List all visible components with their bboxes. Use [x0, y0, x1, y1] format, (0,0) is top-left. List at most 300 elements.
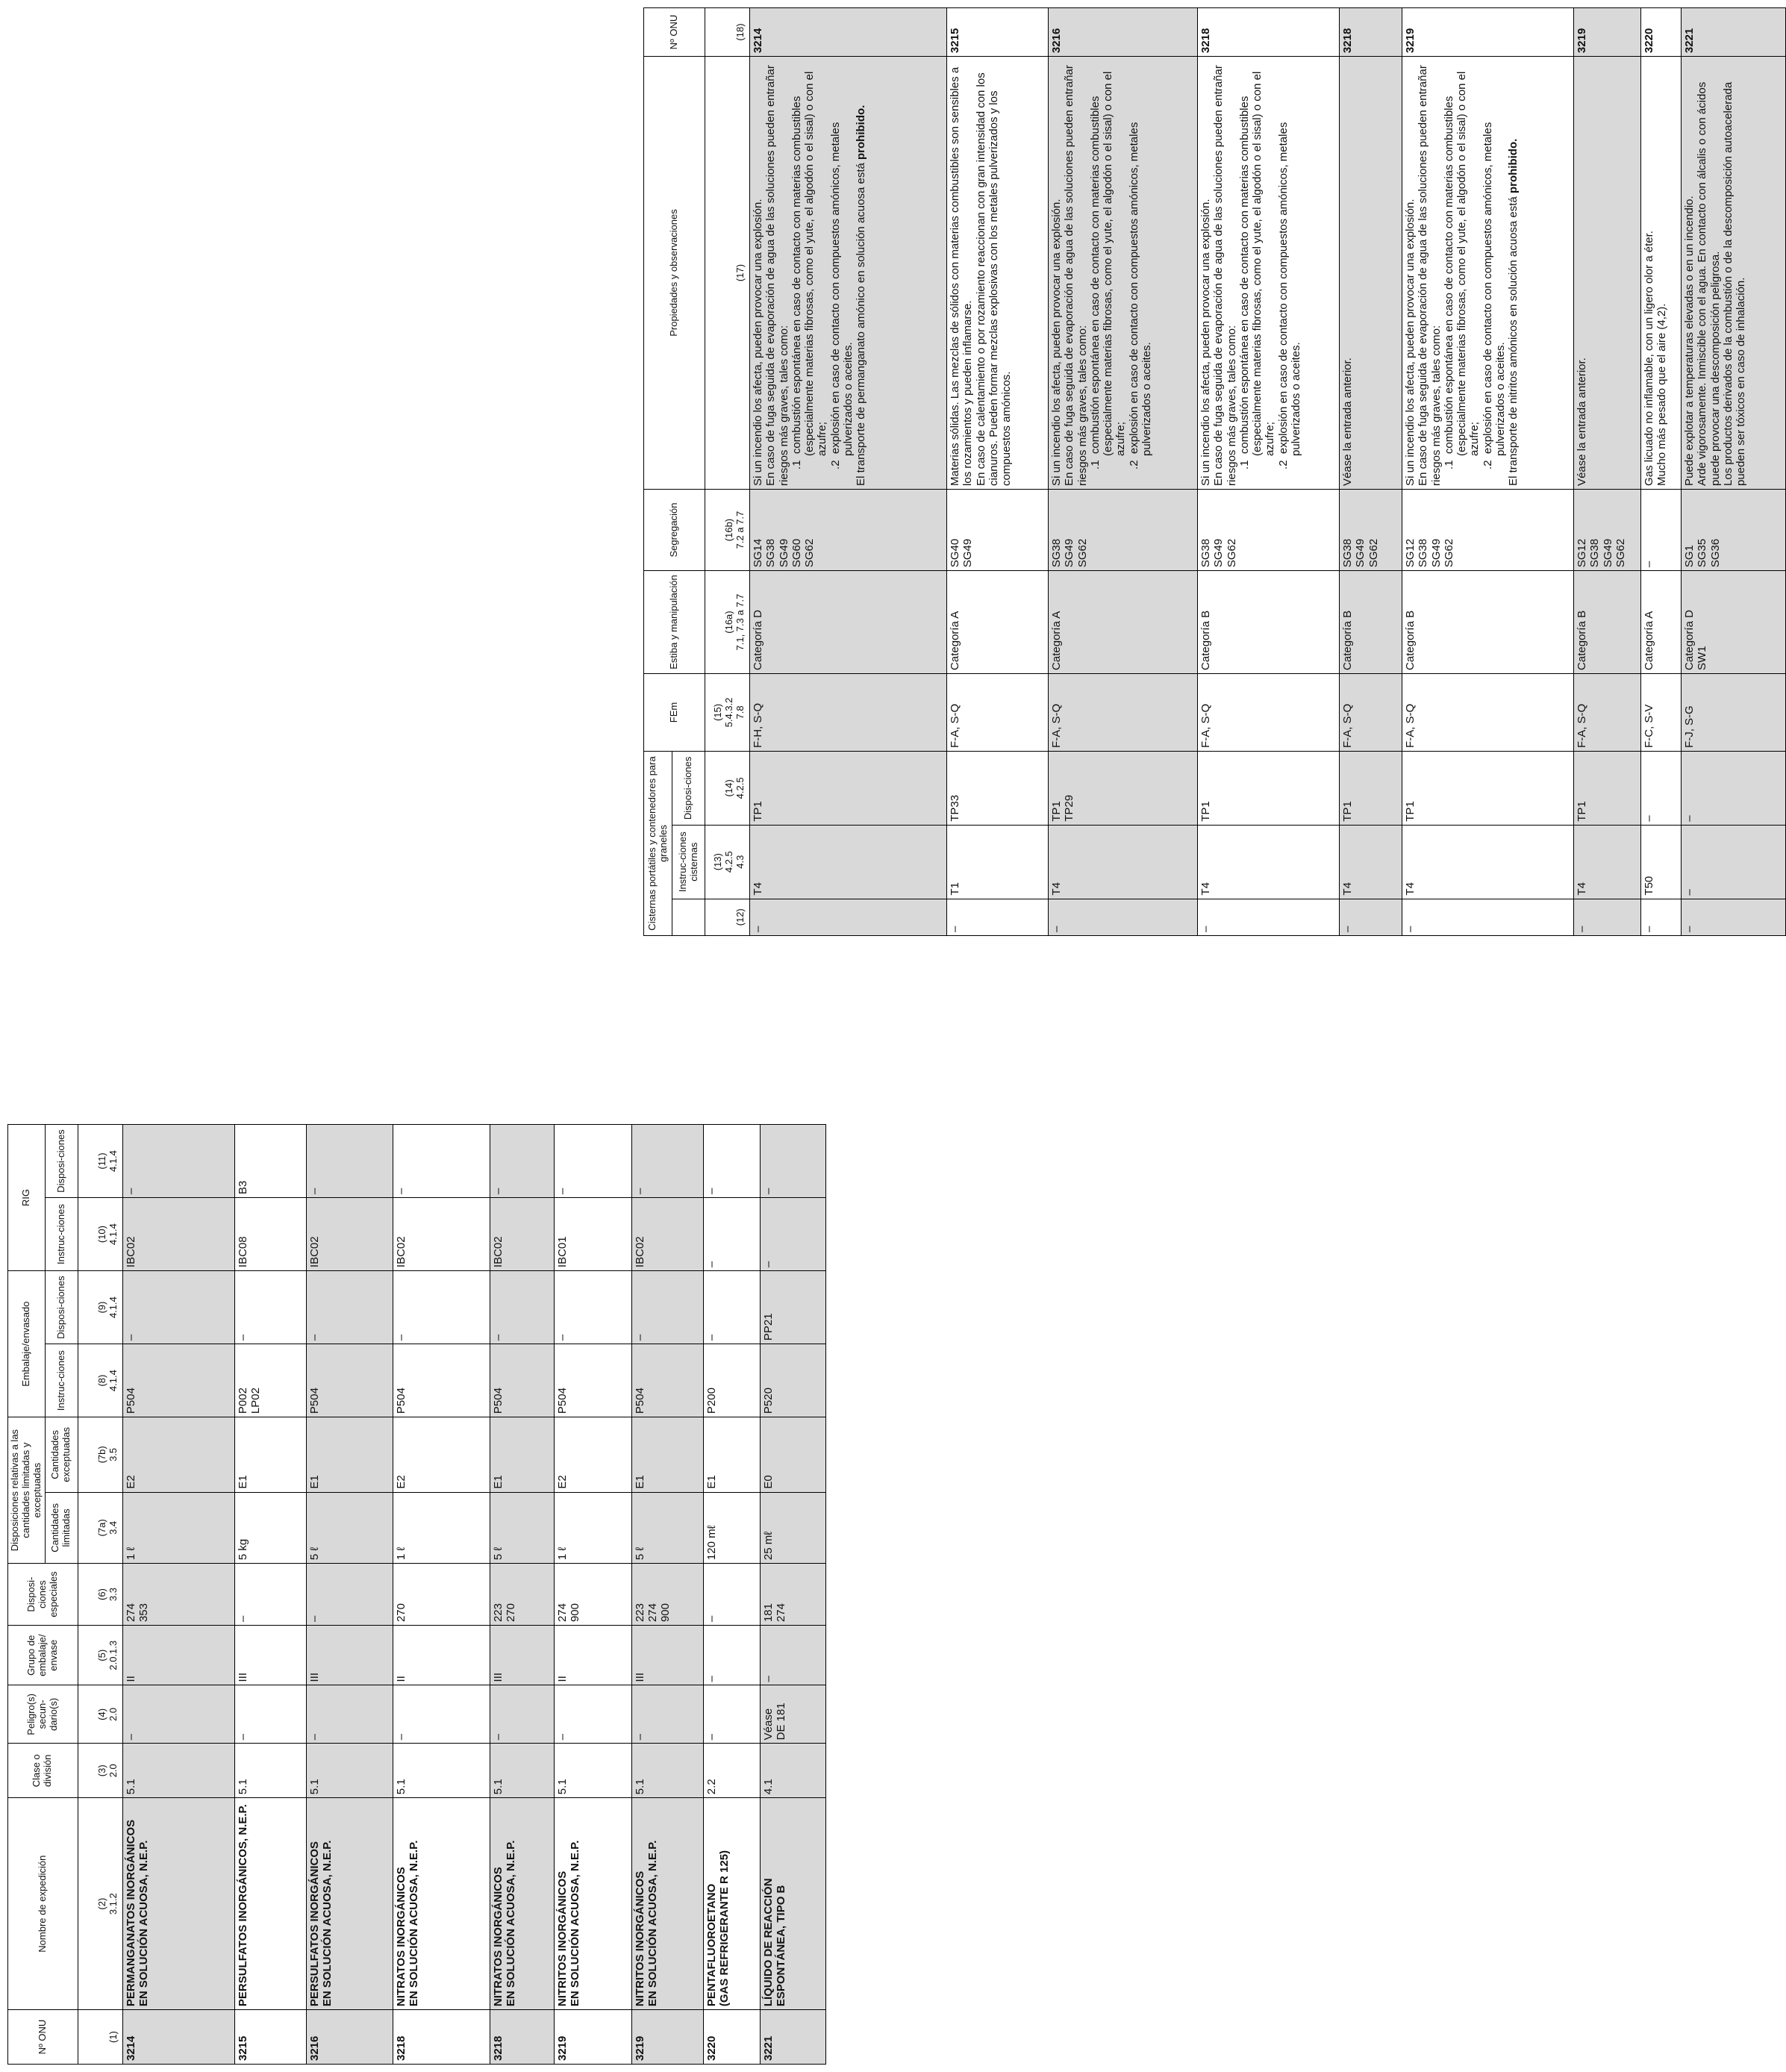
cell-tank-instr: T4 — [750, 825, 947, 899]
cell-limited-qty: 5 ℓ — [631, 1492, 703, 1563]
header-ibc-group: RIG — [8, 1125, 46, 1271]
cell-col12: – — [1574, 899, 1641, 935]
cell-packing-instr: P504 — [554, 1344, 631, 1417]
table-row — [1340, 8, 1402, 936]
property-line — [1443, 60, 1481, 486]
cell-properties — [1198, 57, 1340, 490]
cell-un-number: 3221 — [760, 2010, 825, 2065]
property-text: En caso de fuga seguida de evaporación de agua de las soluciones pueden entrañar riesgos más graves, tales como: — [1063, 62, 1089, 486]
cell-packing-prov: – — [122, 1271, 234, 1344]
cell-special-provisions: – — [234, 1564, 306, 1626]
header-ibc-provisions: Disposi-ciones — [45, 1125, 78, 1198]
cell-col12: – — [1198, 899, 1340, 935]
cell-subsidiary-hazard: – — [306, 1685, 393, 1744]
cell-shipping-name: NITRATOS INORGÁNICOS EN SOLUCIÓN ACUOSA, N.E.P. — [490, 1798, 554, 2010]
dangerous-goods-table-right — [643, 7, 1786, 936]
property-text: .1 combustión espontánea en caso de contacto con materias combustibles (especialmente materias fibrosas, como el yute, el algodón o el sisal) o con el azufre; — [790, 68, 829, 469]
cell-class: 5.1 — [393, 1744, 490, 1798]
left-table-page — [7, 1124, 788, 2065]
cell-subsidiary-hazard: – — [703, 1685, 760, 1744]
cell-segregation: SG14 SG38 SG49 SG60 SG62 — [750, 489, 947, 570]
cell-special-provisions: 274 353 — [122, 1564, 234, 1626]
column-number-2: (2) 3.1.2 — [78, 1798, 122, 2010]
cell-ibc-instr: – — [760, 1198, 825, 1271]
cell-ems: F-A, S-Q — [1049, 673, 1198, 751]
cell-special-provisions: 274 900 — [554, 1564, 631, 1626]
cell-segregation: SG1 SG35 SG36 — [1682, 489, 1786, 570]
header-ems: FEm — [644, 673, 705, 751]
column-number-9: (8) 4.1.4 — [78, 1344, 122, 1417]
cell-excepted-qty: E0 — [760, 1417, 825, 1493]
property-line — [1683, 60, 1696, 486]
cell-limited-qty: 5 kg — [234, 1492, 306, 1563]
cell-packing-group: II — [554, 1626, 631, 1685]
column-number-r6: (16b) 7.2 a 7.7 — [705, 489, 750, 570]
cell-tank-instr: T50 — [1641, 825, 1682, 899]
header-stowage: Estiba y manipulación — [644, 571, 705, 674]
cell-limited-qty: 1 ℓ — [122, 1492, 234, 1563]
cell-ems: F-H, S-Q — [750, 673, 947, 751]
property-line — [1481, 60, 1508, 486]
cell-excepted-qty: E1 — [703, 1417, 760, 1493]
cell-class: 5.1 — [490, 1744, 554, 1798]
property-text: .2 explosión en caso de contacto con compuestos amónicos, metales pulverizados o aceites. — [1127, 119, 1153, 469]
header-un-number-right: Nº ONU — [644, 8, 705, 57]
cell-un-number: 3215 — [947, 8, 1049, 57]
cell-subsidiary-hazard: – — [393, 1685, 490, 1744]
column-number-row — [78, 1125, 122, 2065]
cell-segregation: SG38 SG49 SG62 — [1198, 489, 1340, 570]
cell-excepted-qty: E1 — [490, 1417, 554, 1493]
property-line — [1507, 60, 1520, 486]
cell-special-provisions: 223 274 900 — [631, 1564, 703, 1626]
cell-packing-prov: PP21 — [760, 1271, 825, 1344]
header-packing-group-block: Embalaje/envasado — [8, 1271, 46, 1417]
property-line — [752, 60, 764, 486]
property-text: Los productos derivados de la combustión o de la descomposición autoacelerada pueden ser tóxicos en caso de inhalación. — [1721, 78, 1747, 486]
table-row — [554, 1125, 631, 2065]
property-line — [1277, 60, 1303, 486]
cell-tank-prov: – — [1682, 751, 1786, 825]
cell-ems: F-J, S-G — [1682, 673, 1786, 751]
cell-limited-qty: 1 ℓ — [554, 1492, 631, 1563]
cell-stowage: Categoría B — [1402, 571, 1574, 674]
cell-tank-prov: TP1 — [1198, 751, 1340, 825]
property-line — [1238, 60, 1277, 486]
cell-properties — [1340, 57, 1402, 490]
column-number-12: (11) 4.1.4 — [78, 1125, 122, 1198]
column-number-row-right — [705, 8, 750, 936]
cell-tank-prov: TP1 — [1340, 751, 1402, 825]
property-text: Si un incendio los afecta, pueden provocar una explosión. — [1199, 199, 1212, 486]
cell-stowage: Categoría D — [750, 571, 947, 674]
table-row — [1641, 8, 1682, 936]
cell-ibc-prov: – — [490, 1125, 554, 1198]
property-text: .1 combustión espontánea en caso de contacto con materias combustibles (especialmente materias fibrosas, como el yute, el algodón o el sisal) o con el azufre; — [1237, 68, 1277, 469]
cell-subsidiary-hazard: – — [554, 1685, 631, 1744]
cell-special-provisions: – — [306, 1564, 393, 1626]
property-text: En caso de calentamiento o por rozamiento reaccionan con gran intensidad con los cianuros. Pueden formar mezclas explosivas con los metales pulverizados y los compuestos amónicos. — [974, 69, 1013, 486]
column-number-3: (3) 2.0 — [78, 1744, 122, 1798]
cell-ems: F-A, S-Q — [947, 673, 1049, 751]
property-text: .2 explosión en caso de contacto con compuestos amónicos, metales pulverizados o aceites. — [828, 119, 855, 469]
cell-segregation: SG38 SG49 SG62 — [1049, 489, 1198, 570]
cell-col12: – — [750, 899, 947, 935]
property-text: .2 explosión en caso de contacto con compuestos amónicos, metales pulverizados o aceites. — [1481, 119, 1507, 469]
cell-ibc-instr: IBC02 — [393, 1198, 490, 1271]
cell-tank-instr: T1 — [947, 825, 1049, 899]
cell-subsidiary-hazard: – — [234, 1685, 306, 1744]
cell-un-number: 3218 — [490, 2010, 554, 2065]
column-number-11: (10) 4.1.4 — [78, 1198, 122, 1271]
property-text: El transporte de nitritos amónicos en solución acuosa está — [1507, 196, 1520, 486]
column-number-4: (4) 2.0 — [78, 1685, 122, 1744]
table-row — [947, 8, 1049, 936]
cell-ibc-prov: – — [393, 1125, 490, 1198]
cell-stowage: Categoría D SW1 — [1682, 571, 1786, 674]
cell-properties — [1682, 57, 1786, 490]
cell-excepted-qty: E2 — [393, 1417, 490, 1493]
right-table-page — [643, 7, 1747, 936]
cell-tank-instr: T4 — [1402, 825, 1574, 899]
cell-ems: F-A, S-Q — [1574, 673, 1641, 751]
header-packing-group: Grupo de embalaje/ envase — [8, 1626, 78, 1685]
cell-ems: F-A, S-Q — [1198, 673, 1340, 751]
cell-un-number: 3220 — [703, 2010, 760, 2065]
cell-shipping-name: PERSULFATOS INORGÁNICOS EN SOLUCIÓN ACUOSA, N.E.P. — [306, 1798, 393, 2010]
cell-class: 5.1 — [554, 1744, 631, 1798]
property-line — [1128, 60, 1154, 486]
cell-class: 5.1 — [122, 1744, 234, 1798]
column-number-r8: (18) — [705, 8, 750, 57]
property-line — [1417, 60, 1443, 486]
cell-packing-instr: P200 — [703, 1344, 760, 1417]
cell-ibc-prov: – — [554, 1125, 631, 1198]
cell-un-number: 3218 — [393, 2010, 490, 2065]
cell-excepted-qty: E2 — [554, 1417, 631, 1493]
cell-excepted-qty: E1 — [234, 1417, 306, 1493]
property-text: Mucho más pesado que el aire (4,2). — [1655, 303, 1669, 486]
table-row — [1574, 8, 1641, 936]
cell-un-number: 3221 — [1682, 8, 1786, 57]
table-row — [234, 1125, 306, 2065]
property-line — [975, 60, 1014, 486]
cell-un-number: 3215 — [234, 2010, 306, 2065]
cell-special-provisions: 223 270 — [490, 1564, 554, 1626]
header-col12-blank — [672, 899, 705, 935]
column-number-r7: (17) — [705, 57, 750, 490]
cell-packing-group: II — [122, 1626, 234, 1685]
property-text: .1 combustión espontánea en caso de contacto con materias combustibles (especialmente materias fibrosas, como el yute, el algodón o el sisal) o con el azufre; — [1442, 68, 1481, 469]
cell-un-number: 3220 — [1641, 8, 1682, 57]
property-text: En caso de fuga seguida de evaporación de agua de las soluciones pueden entrañar riesgos más graves, tales como: — [764, 62, 790, 486]
property-text: Véase la entrada anterior. — [1341, 358, 1354, 486]
column-number-r2: (13) 4.2.5 4.3 — [705, 825, 750, 899]
cell-packing-group: III — [631, 1626, 703, 1685]
cell-un-number: 3218 — [1198, 8, 1340, 57]
table-row — [122, 1125, 234, 2065]
cell-tank-instr: – — [1682, 825, 1786, 899]
header-limited-quantities-group: Disposiciones relativas a las cantidades limitadas y exceptuadas — [8, 1417, 46, 1564]
property-line — [1655, 60, 1668, 486]
cell-packing-group: III — [490, 1626, 554, 1685]
cell-subsidiary-hazard: – — [490, 1685, 554, 1744]
cell-subsidiary-hazard: – — [122, 1685, 234, 1744]
property-line — [1341, 60, 1354, 486]
cell-packing-prov: – — [554, 1271, 631, 1344]
cell-un-number: 3216 — [306, 2010, 393, 2065]
cell-ibc-instr: IBC02 — [122, 1198, 234, 1271]
cell-properties — [947, 57, 1049, 490]
cell-properties — [750, 57, 947, 490]
header-excepted: Cantidades exceptuadas — [45, 1417, 78, 1493]
property-text: En caso de fuga seguida de evaporación de agua de las soluciones pueden entrañar riesgos más graves, tales como: — [1212, 62, 1238, 486]
cell-tank-prov: – — [1641, 751, 1682, 825]
property-text: En caso de fuga seguida de evaporación de agua de las soluciones pueden entrañar riesgos más graves, tales como: — [1417, 62, 1443, 486]
cell-col12: – — [1641, 899, 1682, 935]
header-packing-provisions: Disposi-ciones — [45, 1271, 78, 1344]
property-emphasis: prohibido. — [855, 104, 867, 160]
cell-un-number: 3219 — [1402, 8, 1574, 57]
cell-stowage: Categoría B — [1574, 571, 1641, 674]
cell-packing-instr: P504 — [306, 1344, 393, 1417]
header-subsidiary-hazard: Peligro(s) secun-dario(s) — [8, 1685, 78, 1744]
property-line — [1404, 60, 1417, 486]
property-line — [949, 60, 975, 486]
property-line — [829, 60, 855, 486]
header-tank-group: Cisternas portátiles y contenedores para graneles — [644, 751, 672, 935]
cell-subsidiary-hazard: – — [631, 1685, 703, 1744]
cell-shipping-name: NITRATOS INORGÁNICOS EN SOLUCIÓN ACUOSA, N.E.P. — [393, 1798, 490, 2010]
cell-class: 5.1 — [234, 1744, 306, 1798]
cell-ibc-prov: B3 — [234, 1125, 306, 1198]
property-text: Materias sólidas. Las mezclas de sólidos con materias combustibles son sensibles a los rozamientos y pueden inflamarse. — [949, 63, 975, 486]
cell-class: 5.1 — [631, 1744, 703, 1798]
cell-ibc-instr: IBC02 — [490, 1198, 554, 1271]
cell-packing-instr: P002 LP02 — [234, 1344, 306, 1417]
column-number-10: (9) 4.1.4 — [78, 1271, 122, 1344]
cell-class: 2.2 — [703, 1744, 760, 1798]
cell-tank-instr: T4 — [1340, 825, 1402, 899]
cell-ibc-prov: – — [122, 1125, 234, 1198]
header-special-provisions: Disposi-ciones especiales — [8, 1564, 78, 1626]
cell-shipping-name: PENTAFLUOROETANO (GAS REFRIGERANTE R 125) — [703, 1798, 760, 2010]
cell-tank-instr: T4 — [1574, 825, 1641, 899]
property-text: Arde vigorosamente. Inmiscible con el agua. En contacto con álcalis o con ácidos puede provocar una descomposición peligrosa. — [1696, 78, 1722, 486]
property-line — [1643, 60, 1655, 486]
cell-properties — [1574, 57, 1641, 490]
column-number-7: (7a) 3.4 — [78, 1492, 122, 1563]
header-properties: Propiedades y observaciones — [644, 57, 705, 490]
cell-special-provisions: 270 — [393, 1564, 490, 1626]
cell-un-number: 3219 — [554, 2010, 631, 2065]
cell-ibc-prov: – — [703, 1125, 760, 1198]
table-row — [750, 8, 947, 936]
property-line — [1696, 60, 1722, 486]
cell-ibc-instr: – — [703, 1198, 760, 1271]
property-text: Gas licuado no inflamable, con un ligero olor a éter. — [1643, 231, 1655, 486]
cell-properties — [1049, 57, 1198, 490]
left-table-body — [122, 1125, 825, 2065]
table-row — [1049, 8, 1198, 936]
cell-segregation: SG40 SG49 — [947, 489, 1049, 570]
cell-stowage: Categoría A — [947, 571, 1049, 674]
cell-tank-prov: TP1 — [1574, 751, 1641, 825]
cell-segregation: SG38 SG49 SG62 — [1340, 489, 1402, 570]
cell-packing-prov: – — [703, 1271, 760, 1344]
table-row — [631, 1125, 703, 2065]
cell-tank-prov: TP1 TP29 — [1049, 751, 1198, 825]
cell-properties — [1402, 57, 1574, 490]
cell-ems: F-A, S-Q — [1402, 673, 1574, 751]
header-segregation: Segregación — [644, 489, 705, 570]
cell-class: 4.1 — [760, 1744, 825, 1798]
cell-stowage: Categoría A — [1049, 571, 1198, 674]
header-limited: Cantidades limitadas — [45, 1492, 78, 1563]
cell-packing-instr: P504 — [393, 1344, 490, 1417]
cell-ibc-prov: – — [631, 1125, 703, 1198]
property-text: Puede explotar a temperaturas elevadas o en un incendio. — [1683, 196, 1696, 486]
property-line — [1199, 60, 1212, 486]
cell-ems: F-C, S-V — [1641, 673, 1682, 751]
table-row — [393, 1125, 490, 2065]
cell-excepted-qty: E1 — [306, 1417, 393, 1493]
cell-tank-instr: T4 — [1198, 825, 1340, 899]
cell-tank-instr: T4 — [1049, 825, 1198, 899]
cell-stowage: Categoría B — [1198, 571, 1340, 674]
cell-un-number: 3216 — [1049, 8, 1198, 57]
property-line — [764, 60, 790, 486]
cell-col12: – — [947, 899, 1049, 935]
cell-subsidiary-hazard: Véase DE 181 — [760, 1685, 825, 1744]
column-number-6: (6) 3.3 — [78, 1564, 122, 1626]
cell-col12: – — [1682, 899, 1786, 935]
cell-packing-prov: – — [306, 1271, 393, 1344]
cell-ibc-instr: IBC08 — [234, 1198, 306, 1271]
column-number-r3: (14) 4.2.5 — [705, 751, 750, 825]
property-text: .1 combustión espontánea en caso de contacto con materias combustibles (especialmente materias fibrosas, como el yute, el algodón o el sisal) o con el azufre; — [1088, 68, 1128, 469]
property-text: .2 explosión en caso de contacto con compuestos amónicos, metales pulverizados o aceites. — [1276, 119, 1302, 469]
cell-shipping-name: PERMANGANATOS INORGÁNICOS EN SOLUCIÓN ACUOSA, N.E.P. — [122, 1798, 234, 2010]
cell-packing-instr: P504 — [631, 1344, 703, 1417]
table-row — [490, 1125, 554, 2065]
header-tank-instructions: Instruc-ciones cisternas — [672, 825, 705, 899]
property-line — [1212, 60, 1238, 486]
column-number-1: (1) — [78, 2010, 122, 2065]
header-un-number: Nº ONU — [8, 2010, 78, 2065]
table-row — [760, 1125, 825, 2065]
header-class: Clase o división — [8, 1744, 78, 1798]
cell-special-provisions: 181 274 — [760, 1564, 825, 1626]
property-line — [1576, 60, 1588, 486]
cell-col12: – — [1340, 899, 1402, 935]
cell-packing-group: – — [703, 1626, 760, 1685]
property-line — [855, 60, 867, 486]
cell-packing-group: III — [306, 1626, 393, 1685]
cell-ibc-prov: – — [306, 1125, 393, 1198]
cell-packing-prov: – — [631, 1271, 703, 1344]
cell-limited-qty: 25 mℓ — [760, 1492, 825, 1563]
cell-un-number: 3219 — [631, 2010, 703, 2065]
property-line — [1722, 60, 1748, 486]
cell-un-number: 3214 — [750, 8, 947, 57]
dangerous-goods-table-left — [7, 1124, 826, 2065]
property-line — [1089, 60, 1128, 486]
cell-packing-prov: – — [490, 1271, 554, 1344]
cell-shipping-name: NITRITOS INORGÁNICOS EN SOLUCIÓN ACUOSA, N.E.P. — [554, 1798, 631, 2010]
cell-un-number: 3219 — [1574, 8, 1641, 57]
column-number-8: (7b) 3.5 — [78, 1417, 122, 1493]
header-shipping-name: Nombre de expedición — [8, 1798, 78, 2010]
cell-segregation: SG12 SG38 SG49 SG62 — [1574, 489, 1641, 570]
property-text: Véase la entrada anterior. — [1576, 358, 1588, 486]
cell-tank-prov: TP1 — [750, 751, 947, 825]
cell-un-number: 3218 — [1340, 8, 1402, 57]
cell-class: 5.1 — [306, 1744, 393, 1798]
cell-segregation: – — [1641, 489, 1682, 570]
cell-shipping-name: NITRITOS INORGÁNICOS EN SOLUCIÓN ACUOSA, N.E.P. — [631, 1798, 703, 2010]
cell-stowage: Categoría A — [1641, 571, 1682, 674]
cell-packing-instr: P520 — [760, 1344, 825, 1417]
property-text: Si un incendio los afecta, pueden provocar una explosión. — [752, 199, 764, 486]
header-ibc-instructions: Instruc-ciones — [45, 1198, 78, 1271]
cell-packing-instr: P504 — [490, 1344, 554, 1417]
table-row — [1402, 8, 1574, 936]
cell-stowage: Categoría B — [1340, 571, 1402, 674]
cell-limited-qty: 1 ℓ — [393, 1492, 490, 1563]
column-number-r4: (15) 5.4.3.2 7.8 — [705, 673, 750, 751]
table-row — [306, 1125, 393, 2065]
cell-un-number: 3214 — [122, 2010, 234, 2065]
property-text: Si un incendio los afecta, pueden provocar una explosión. — [1404, 199, 1417, 486]
cell-ems: F-A, S-Q — [1340, 673, 1402, 751]
cell-limited-qty: 120 mℓ — [703, 1492, 760, 1563]
cell-packing-group: III — [234, 1626, 306, 1685]
column-number-r5: (16a) 7.1, 7.3 a 7.7 — [705, 571, 750, 674]
cell-packing-prov: – — [234, 1271, 306, 1344]
header-packing-instructions: Instruc-ciones — [45, 1344, 78, 1417]
cell-shipping-name: LÍQUIDO DE REACCIÓN ESPONTÁNEA, TIPO B — [760, 1798, 825, 2010]
cell-ibc-instr: IBC02 — [631, 1198, 703, 1271]
cell-properties — [1641, 57, 1682, 490]
cell-shipping-name: PERSULFATOS INORGÁNICOS, N.E.P. — [234, 1798, 306, 2010]
cell-special-provisions: – — [703, 1564, 760, 1626]
property-text: El transporte de permanganato amónico en solución acuosa está — [855, 163, 867, 486]
cell-excepted-qty: E2 — [122, 1417, 234, 1493]
property-line — [790, 60, 829, 486]
cell-col12: – — [1402, 899, 1574, 935]
cell-limited-qty: 5 ℓ — [306, 1492, 393, 1563]
table-row — [1198, 8, 1340, 936]
cell-excepted-qty: E1 — [631, 1417, 703, 1493]
property-text: Si un incendio los afecta, pueden provocar una explosión. — [1050, 199, 1063, 486]
property-line — [1050, 60, 1063, 486]
column-number-5: (5) 2.0.1.3 — [78, 1626, 122, 1685]
column-number-r1: (12) — [705, 899, 750, 935]
cell-ibc-prov: – — [760, 1125, 825, 1198]
cell-ibc-instr: IBC02 — [306, 1198, 393, 1271]
cell-packing-group: – — [760, 1626, 825, 1685]
cell-col12: – — [1049, 899, 1198, 935]
cell-tank-prov: TP1 — [1402, 751, 1574, 825]
table-row — [1682, 8, 1786, 936]
cell-packing-group: II — [393, 1626, 490, 1685]
right-table-body — [750, 8, 1786, 936]
header-tank-provisions: Disposi-ciones — [672, 751, 705, 825]
cell-tank-prov: TP33 — [947, 751, 1049, 825]
property-emphasis: prohibido. — [1507, 138, 1520, 194]
cell-ibc-instr: IBC01 — [554, 1198, 631, 1271]
